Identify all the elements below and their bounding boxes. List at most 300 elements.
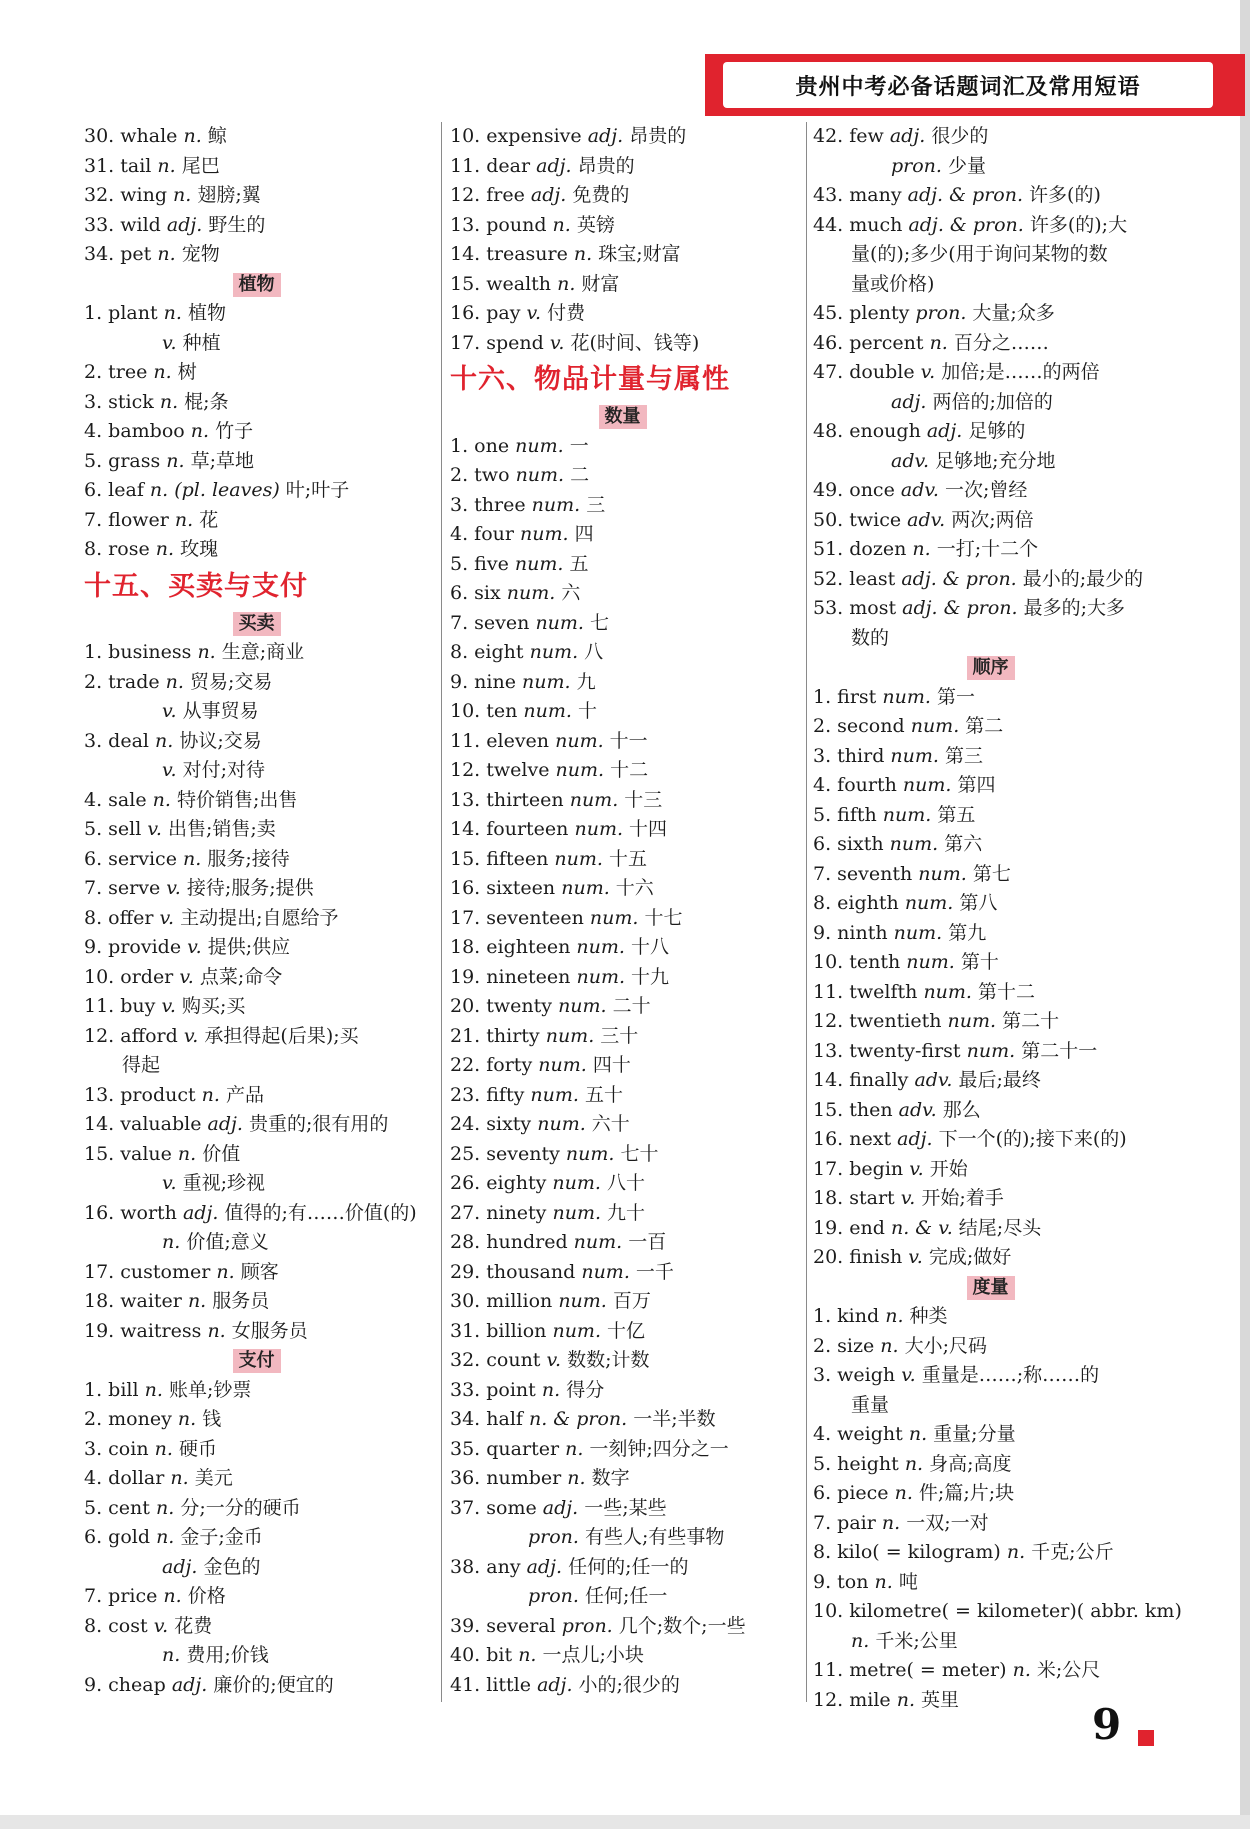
entry-part-of-speech: n.	[874, 1570, 893, 1593]
vocab-entry	[84, 1376, 429, 1406]
vocab-entry	[450, 668, 795, 698]
entry-part-of-speech: num.	[882, 803, 932, 826]
vocab-entry	[450, 992, 795, 1022]
entry-continuation	[84, 1169, 429, 1199]
vocab-entry	[813, 1568, 1168, 1598]
entry-meaning: 二	[570, 464, 590, 486]
entry-continuation	[813, 240, 1168, 270]
vocab-entry	[813, 1243, 1168, 1273]
entry-word: 4. dollar	[84, 1467, 165, 1489]
entry-meaning: 重量;分量	[933, 1423, 1016, 1445]
entry-meaning: 廉价的;便宜的	[213, 1673, 334, 1696]
entry-part-of-speech: adv.	[891, 449, 930, 472]
vocab-entry	[813, 1007, 1168, 1037]
entry-part-of-speech: adj.	[166, 213, 203, 236]
entry-meaning: 英镑	[576, 213, 615, 236]
entry-word: 33. wild	[84, 213, 161, 236]
vocab-entry	[450, 432, 795, 462]
entry-meaning: 服务员	[212, 1290, 270, 1312]
entry-part-of-speech: n. (pl. leaves)	[149, 479, 280, 501]
vocab-entry	[813, 594, 1168, 624]
vocab-entry	[450, 1110, 795, 1140]
vocab-entry	[450, 1405, 795, 1435]
entry-part-of-speech: n.	[851, 1629, 870, 1652]
entry-part-of-speech: n. & pron.	[528, 1408, 628, 1430]
entry-meaning: 十七	[644, 906, 683, 929]
entry-meaning: 得起	[122, 1054, 161, 1076]
entry-part-of-speech: num.	[923, 980, 972, 1003]
entry-meaning: 许多(的);大	[1029, 213, 1128, 236]
entry-meaning: 生意;商业	[221, 641, 305, 663]
page-number-marker	[1138, 1730, 1154, 1746]
entry-word: 11. eleven	[450, 729, 550, 752]
vocab-entry	[84, 1612, 429, 1642]
entry-word: 1. one	[450, 434, 510, 457]
entry-word: 4. four	[450, 523, 514, 545]
entry-word: 10. kilometre( = kilometer)( abbr. km)	[813, 1600, 1182, 1622]
entry-word: 21. thirty	[450, 1024, 540, 1047]
entry-word: 7. price	[84, 1585, 158, 1607]
entry-part-of-speech: adj.	[926, 420, 963, 442]
entry-word: 8. rose	[84, 538, 150, 560]
entry-meaning: 对付;对待	[182, 759, 265, 781]
entry-part-of-speech: n.	[573, 243, 593, 265]
vocab-entry	[813, 830, 1168, 860]
vocab-entry	[813, 1155, 1168, 1185]
entry-part-of-speech: num.	[565, 1142, 615, 1165]
vocab-entry	[450, 1258, 795, 1288]
entry-part-of-speech: v.	[900, 1187, 916, 1209]
entry-meaning: 植物	[187, 302, 226, 324]
entry-meaning: 服务;接待	[207, 847, 290, 870]
entry-continuation	[84, 1641, 429, 1671]
entry-meaning: 十九	[631, 965, 670, 988]
entry-part-of-speech: n.	[929, 331, 948, 354]
entry-word: 51. dozen	[813, 538, 907, 560]
entry-part-of-speech: num.	[882, 685, 931, 708]
entry-word: 46. percent	[813, 331, 924, 354]
vocab-entry	[450, 756, 795, 786]
page-bottom-edge	[0, 1815, 1250, 1829]
entry-meaning: 足够的	[968, 420, 1026, 442]
vocab-entry	[84, 727, 429, 757]
vocab-entry	[84, 1287, 429, 1317]
vocab-entry	[813, 889, 1168, 919]
entry-word: 17. customer	[84, 1260, 211, 1283]
entry-word: 10. expensive	[450, 125, 582, 147]
entry-word: 14. finally	[813, 1069, 909, 1091]
vocab-entry	[813, 1450, 1168, 1480]
vocab-entry	[450, 1287, 795, 1317]
entry-part-of-speech: num.	[589, 906, 639, 929]
vocab-entry	[813, 506, 1168, 536]
entry-word: 2. money	[84, 1408, 172, 1430]
entry-part-of-speech: num.	[554, 847, 603, 870]
entry-word: 20. finish	[813, 1246, 903, 1268]
entry-word: 17. spend	[450, 331, 544, 354]
vocab-entry	[450, 904, 795, 934]
vocab-entry	[450, 1346, 795, 1376]
entry-part-of-speech: adj. & pron.	[907, 184, 1023, 206]
entry-part-of-speech: v.	[908, 1246, 923, 1268]
entry-word: 9. nine	[450, 670, 516, 693]
entry-meaning: 第十二	[978, 980, 1036, 1003]
entry-meaning: 价值	[202, 1142, 241, 1165]
entry-part-of-speech: adj.	[537, 1673, 573, 1696]
entry-word: 19. waitress	[84, 1319, 202, 1342]
entry-word: 13. product	[84, 1083, 196, 1106]
page-number: 9	[1092, 1700, 1122, 1749]
entry-word: 38. any	[450, 1555, 521, 1578]
vocab-entry	[84, 1464, 429, 1494]
entry-part-of-speech: num.	[552, 1319, 601, 1342]
entry-word: 24. sixty	[450, 1113, 532, 1135]
vocab-entry	[813, 1125, 1168, 1155]
vocab-entry	[450, 609, 795, 639]
vocab-entry	[450, 1228, 795, 1258]
entry-meaning: 九	[576, 670, 596, 693]
entry-part-of-speech: n.	[166, 449, 185, 472]
vocab-entry	[450, 1022, 795, 1052]
entry-meaning: 提供;供应	[207, 936, 291, 958]
vocab-entry	[813, 476, 1168, 506]
vocab-entry	[813, 211, 1168, 241]
entry-part-of-speech: num.	[537, 1113, 586, 1135]
entry-meaning: 九十	[607, 1201, 646, 1224]
entry-part-of-speech: num.	[889, 833, 939, 855]
entry-meaning: 费用;价钱	[186, 1644, 269, 1666]
entry-meaning: 第七	[972, 862, 1011, 885]
vocab-entry	[450, 1435, 795, 1465]
entry-meaning: 一	[569, 434, 589, 457]
entry-part-of-speech: num.	[569, 788, 619, 811]
entry-meaning: 米;公尺	[1036, 1659, 1101, 1681]
entry-part-of-speech: num.	[558, 995, 607, 1017]
subheading	[84, 609, 429, 639]
entry-word: 6. piece	[813, 1482, 889, 1504]
entry-part-of-speech: num.	[906, 951, 955, 973]
entry-part-of-speech: v.	[162, 1172, 177, 1194]
entry-word: 29. thousand	[450, 1260, 576, 1283]
entry-part-of-speech: n.	[197, 641, 216, 663]
vocab-entry	[84, 1022, 429, 1052]
entry-meaning: 树	[177, 361, 197, 383]
entry-part-of-speech: num.	[530, 1083, 579, 1106]
subheading	[450, 402, 795, 432]
entry-meaning: 身高;高度	[929, 1452, 1012, 1475]
entry-meaning: 第六	[944, 833, 983, 855]
vocab-entry	[813, 919, 1168, 949]
entry-part-of-speech: adv.	[900, 479, 939, 501]
entry-part-of-speech: n.	[159, 390, 179, 413]
entry-part-of-speech: v.	[159, 906, 175, 929]
entry-word: 19. end	[813, 1216, 885, 1239]
entry-word: 7. serve	[84, 877, 161, 899]
vocab-entry	[84, 1671, 429, 1701]
vocab-entry	[813, 1479, 1168, 1509]
entry-part-of-speech: n.	[153, 361, 172, 383]
vocab-entry	[450, 1612, 795, 1642]
vocab-entry	[813, 358, 1168, 388]
entry-part-of-speech: n.	[541, 1378, 561, 1401]
entry-word: 5. fifth	[813, 803, 877, 826]
entry-word: 5. five	[450, 552, 509, 575]
vocab-entry	[813, 181, 1168, 211]
entry-word: 3. three	[450, 493, 526, 516]
entry-part-of-speech: n.	[177, 1142, 197, 1165]
entry-word: 13. pound	[450, 213, 547, 236]
entry-meaning: 重量是……;称……的	[921, 1364, 1100, 1386]
vocab-entry	[84, 122, 429, 152]
entry-meaning: 完成;做好	[928, 1246, 1012, 1268]
entry-part-of-speech: v.	[161, 995, 176, 1017]
entry-meaning: 很少的	[931, 125, 989, 147]
entry-word: 33. point	[450, 1378, 536, 1401]
entry-meaning: 花	[199, 508, 219, 531]
entry-meaning: 一双;一对	[906, 1511, 989, 1534]
entry-part-of-speech: num.	[558, 1290, 607, 1312]
entry-meaning: 昂贵的	[629, 125, 687, 147]
entry-meaning: 财富	[581, 272, 620, 295]
entry-part-of-speech: adj.	[542, 1496, 579, 1519]
entry-meaning: 鲸	[207, 125, 227, 147]
vocab-entry	[813, 978, 1168, 1008]
entry-part-of-speech: num.	[890, 744, 939, 767]
entry-word: 8. cost	[84, 1614, 148, 1637]
vocab-entry	[813, 1361, 1168, 1391]
entry-word: 16. next	[813, 1128, 892, 1150]
entry-meaning: 金子;金币	[180, 1526, 263, 1548]
entry-word: 20. twenty	[450, 995, 553, 1017]
entry-meaning: 主动提出;自愿给予	[180, 906, 339, 929]
entry-part-of-speech: adj.	[536, 154, 572, 177]
entry-word: 1. bill	[84, 1378, 139, 1401]
entry-part-of-speech: num.	[531, 493, 581, 516]
entry-part-of-speech: n.	[162, 1231, 181, 1253]
entry-word: 32. wing	[84, 184, 167, 206]
vocab-entry	[813, 712, 1168, 742]
entry-part-of-speech: adv.	[907, 508, 946, 531]
entry-part-of-speech: num.	[893, 921, 943, 944]
entry-part-of-speech: num.	[545, 1024, 595, 1047]
entry-part-of-speech: adv.	[898, 1098, 937, 1121]
entry-meaning: 第一	[936, 685, 975, 708]
entry-word: 25. seventy	[450, 1142, 560, 1165]
entry-word: 31. tail	[84, 154, 152, 177]
entry-part-of-speech: v.	[546, 1349, 562, 1371]
entry-word: 10. order	[84, 965, 174, 988]
entry-meaning: 十五	[608, 847, 647, 870]
entry-part-of-speech: n. & v.	[890, 1216, 953, 1239]
entry-word: 12. twentieth	[813, 1010, 942, 1032]
vocab-entry	[84, 299, 429, 329]
entry-word: 34. pet	[84, 243, 152, 265]
entry-meaning: 特价销售;出售	[176, 788, 298, 811]
entry-meaning: 最小的;最少的	[1022, 567, 1144, 590]
entry-meaning: 三十	[600, 1024, 639, 1047]
vocab-entry	[813, 948, 1168, 978]
header-title: 贵州中考必备话题词汇及常用短语	[723, 62, 1213, 108]
vocab-entry	[84, 1317, 429, 1347]
entry-meaning: 协议;交易	[179, 729, 262, 752]
entry-word: 16. worth	[84, 1201, 177, 1224]
entry-word: 47. double	[813, 361, 915, 383]
entry-meaning: 那么	[942, 1098, 981, 1121]
vocab-entry	[84, 786, 429, 816]
entry-meaning: 叶;叶子	[285, 479, 350, 501]
entry-meaning: 账单;钞票	[168, 1378, 252, 1401]
vocab-entry	[450, 461, 795, 491]
vocab-entry	[450, 270, 795, 300]
entry-word: 11. buy	[84, 995, 156, 1017]
entry-meaning: 两次;两倍	[951, 508, 1034, 531]
entry-meaning: 七十	[620, 1142, 659, 1165]
entry-word: 8. kilo( = kilogram)	[813, 1541, 1001, 1563]
vocab-entry	[450, 1199, 795, 1229]
entry-part-of-speech: n.	[201, 1083, 220, 1106]
entry-meaning: 玫瑰	[180, 538, 219, 560]
vocab-entry	[450, 329, 795, 359]
entry-part-of-speech: num.	[561, 877, 610, 899]
entry-word: 4. fourth	[813, 774, 897, 796]
entry-meaning: 十六	[615, 877, 654, 899]
entry-word: 6. six	[450, 582, 501, 604]
entry-part-of-speech: num.	[555, 729, 604, 752]
entry-part-of-speech: n.	[552, 213, 571, 236]
subheading-label: 度量	[967, 1276, 1015, 1300]
entry-meaning: 吨	[898, 1570, 918, 1593]
column-1	[84, 122, 429, 1700]
subheading-label: 买卖	[233, 612, 281, 636]
entry-part-of-speech: num.	[573, 1231, 623, 1253]
entry-meaning: 第十	[960, 951, 999, 973]
entry-word: 31. billion	[450, 1319, 547, 1342]
entry-word: 52. least	[813, 567, 896, 590]
entry-meaning: 三	[586, 493, 606, 516]
vocab-entry	[84, 1523, 429, 1553]
entry-meaning: 一百	[628, 1231, 667, 1253]
entry-meaning: 贵重的;很有用的	[248, 1113, 389, 1135]
entry-word: 30. million	[450, 1290, 553, 1312]
entry-word: 5. sell	[84, 818, 142, 840]
entry-meaning: 从事贸易	[182, 700, 259, 722]
vocab-entry	[450, 240, 795, 270]
vocab-entry	[813, 565, 1168, 595]
entry-word: 9. cheap	[84, 1673, 166, 1696]
entry-word: 10. tenth	[813, 951, 901, 973]
entry-part-of-speech: v.	[153, 1614, 169, 1637]
subheading-label: 支付	[233, 1349, 281, 1373]
entry-part-of-speech: n.	[163, 1585, 182, 1607]
entry-part-of-speech: adj. & pron.	[901, 567, 1017, 590]
vocab-entry	[813, 1214, 1168, 1244]
entry-part-of-speech: adv.	[914, 1069, 953, 1091]
entry-meaning: 量(的);多少(用于询问某物的数	[851, 243, 1108, 265]
entry-continuation	[813, 270, 1168, 300]
entry-word: 50. twice	[813, 508, 902, 531]
entry-meaning: 种植	[182, 331, 221, 354]
entry-meaning: 量或价格)	[851, 272, 935, 295]
vocab-entry	[84, 476, 429, 506]
entry-word: 11. metre( = meter)	[813, 1659, 1007, 1681]
entry-meaning: 百万	[612, 1290, 651, 1312]
entry-meaning: 珠宝;财富	[598, 243, 681, 265]
entry-meaning: 点菜;命令	[199, 965, 283, 988]
entry-continuation	[813, 1391, 1168, 1421]
vocab-entry	[450, 491, 795, 521]
entry-part-of-speech: adj.	[207, 1113, 243, 1135]
entry-meaning: 接待;服务;提供	[186, 877, 314, 899]
entry-word: 5. cent	[84, 1496, 150, 1519]
entry-meaning: 六十	[591, 1113, 630, 1135]
entry-part-of-speech: num.	[515, 434, 564, 457]
entry-meaning: 一千	[635, 1260, 674, 1283]
entry-meaning: 付费	[547, 302, 586, 324]
subheading-label: 顺序	[967, 656, 1015, 680]
entry-meaning: 四十	[592, 1054, 631, 1076]
vocab-entry	[84, 874, 429, 904]
vocab-entry	[84, 358, 429, 388]
vocab-entry	[450, 727, 795, 757]
entry-meaning: 得分	[566, 1378, 605, 1401]
entry-part-of-speech: v.	[901, 1364, 916, 1386]
entry-meaning: 钱	[202, 1408, 222, 1430]
entry-word: 3. deal	[84, 729, 149, 752]
vocab-entry	[813, 329, 1168, 359]
entry-part-of-speech: num.	[555, 759, 605, 781]
entry-part-of-speech: adj. & pron.	[902, 597, 1018, 619]
entry-word: 6. gold	[84, 1526, 151, 1548]
entry-part-of-speech: n.	[162, 1644, 181, 1666]
entry-meaning: 十亿	[607, 1319, 646, 1342]
entry-word: 39. several	[450, 1614, 556, 1637]
entry-meaning: 十	[578, 700, 598, 722]
entry-part-of-speech: n.	[165, 670, 184, 693]
entry-meaning: 英里	[921, 1688, 960, 1711]
vocab-entry	[450, 550, 795, 580]
entry-part-of-speech: num.	[522, 670, 571, 693]
vocab-entry	[450, 1641, 795, 1671]
entry-part-of-speech: v.	[166, 877, 181, 899]
entry-meaning: 二十	[612, 995, 651, 1017]
entry-part-of-speech: n.	[170, 1467, 189, 1489]
entry-meaning: 件;篇;片;块	[918, 1482, 1015, 1504]
vocab-entry	[450, 786, 795, 816]
entry-meaning: 贸易;交易	[190, 670, 273, 693]
entry-part-of-speech: v.	[162, 759, 177, 781]
entry-word: 9. provide	[84, 936, 182, 958]
entry-continuation	[813, 152, 1168, 182]
header-banner	[705, 54, 1245, 116]
entry-part-of-speech: adj.	[891, 390, 927, 413]
entry-meaning: 花(时间、钱等)	[570, 331, 700, 354]
entry-word: 9. ton	[813, 1570, 869, 1593]
entry-word: 1. business	[84, 641, 192, 663]
entry-part-of-speech: v.	[187, 936, 202, 958]
vocab-entry	[450, 579, 795, 609]
entry-part-of-speech: n.	[881, 1511, 901, 1534]
entry-word: 53. most	[813, 597, 897, 619]
entry-word: 42. few	[813, 125, 884, 147]
vocab-entry	[450, 963, 795, 993]
entry-word: 3. third	[813, 744, 885, 767]
entry-meaning: 六	[561, 582, 581, 604]
entry-meaning: 一打;十二个	[936, 538, 1039, 560]
vocab-entry	[84, 933, 429, 963]
entry-part-of-speech: v.	[162, 700, 177, 722]
entry-meaning: 千克;公斤	[1031, 1541, 1114, 1563]
entry-word: 17. begin	[813, 1157, 904, 1180]
